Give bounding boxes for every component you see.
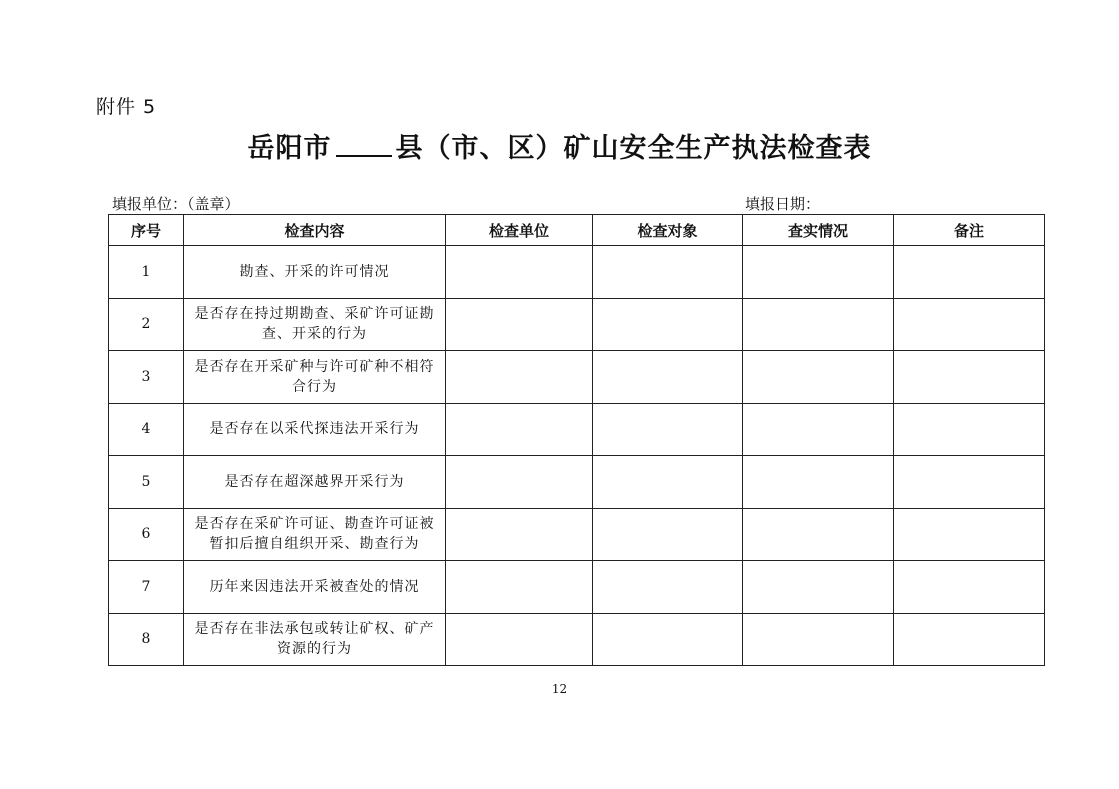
row-content: 是否存在以采代探违法开采行为: [184, 403, 446, 456]
row-findings-cell[interactable]: [743, 508, 894, 561]
row-findings-cell[interactable]: [743, 246, 894, 299]
row-content: 勘查、开采的许可情况: [184, 246, 446, 299]
table-row: [109, 508, 1045, 561]
row-target-cell[interactable]: [593, 508, 743, 561]
row-remarks-cell[interactable]: [894, 456, 1045, 509]
page-number: 12: [551, 682, 568, 696]
row-content: 是否存在开采矿种与许可矿种不相符合行为: [184, 351, 446, 404]
header-remarks: 备注: [894, 215, 1045, 246]
row-seq: 7: [109, 561, 184, 614]
row-seq: 5: [109, 456, 184, 509]
header-findings: 查实情况: [743, 215, 894, 246]
row-findings-cell[interactable]: [743, 298, 894, 351]
row-unit-cell[interactable]: [446, 561, 593, 614]
inspection-table: [108, 214, 1045, 666]
row-remarks-cell[interactable]: [894, 246, 1045, 299]
row-remarks-cell[interactable]: [894, 403, 1045, 456]
row-seq: 8: [109, 613, 184, 666]
row-findings-cell[interactable]: [743, 456, 894, 509]
header-unit: 检查单位: [446, 215, 593, 246]
row-seq: 6: [109, 508, 184, 561]
document-title: [0, 126, 1119, 165]
row-remarks-cell[interactable]: [894, 508, 1045, 561]
row-seq: 3: [109, 351, 184, 404]
row-seq: 2: [109, 298, 184, 351]
row-findings-cell[interactable]: [743, 561, 894, 614]
row-unit-cell[interactable]: [446, 613, 593, 666]
row-target-cell[interactable]: [593, 456, 743, 509]
row-findings-cell[interactable]: [743, 613, 894, 666]
table-row: [109, 298, 1045, 351]
fill-unit-label: 填报单位：（盖章）: [112, 195, 240, 213]
row-unit-cell[interactable]: [446, 403, 593, 456]
row-target-cell[interactable]: [593, 298, 743, 351]
row-unit-cell[interactable]: [446, 351, 593, 404]
title-prefix: 岳阳市: [247, 133, 332, 164]
row-target-cell[interactable]: [593, 403, 743, 456]
row-remarks-cell[interactable]: [894, 561, 1045, 614]
row-target-cell[interactable]: [593, 613, 743, 666]
row-unit-cell[interactable]: [446, 456, 593, 509]
row-target-cell[interactable]: [593, 351, 743, 404]
row-findings-cell[interactable]: [743, 351, 894, 404]
header-target: 检查对象: [593, 215, 743, 246]
row-unit-cell[interactable]: [446, 298, 593, 351]
row-findings-cell[interactable]: [743, 403, 894, 456]
header-content: 检查内容: [184, 215, 446, 246]
fill-date-label: 填报日期：: [745, 195, 821, 213]
row-content: 是否存在采矿许可证、勘查许可证被暂扣后擅自组织开采、勘查行为: [184, 508, 446, 561]
row-content: 是否存在超深越界开采行为: [184, 456, 446, 509]
table-row: [109, 561, 1045, 614]
row-remarks-cell[interactable]: [894, 298, 1045, 351]
table-row: [109, 456, 1045, 509]
table-row: [109, 351, 1045, 404]
row-content: 是否存在非法承包或转让矿权、矿产资源的行为: [184, 613, 446, 666]
row-seq: 4: [109, 403, 184, 456]
table-row: [109, 246, 1045, 299]
attachment-label: 附件 5: [96, 96, 157, 118]
title-suffix: 县（市、区）矿山安全生产执法检查表: [395, 133, 872, 164]
row-target-cell[interactable]: [593, 561, 743, 614]
table-row: [109, 613, 1045, 666]
row-seq: 1: [109, 246, 184, 299]
row-remarks-cell[interactable]: [894, 613, 1045, 666]
row-content: 是否存在持过期勘查、采矿许可证勘查、开采的行为: [184, 298, 446, 351]
header-seq: 序号: [109, 215, 184, 246]
table-header-row: [109, 215, 1045, 246]
row-target-cell[interactable]: [593, 246, 743, 299]
title-blank-line: [336, 133, 392, 157]
row-unit-cell[interactable]: [446, 246, 593, 299]
table-row: [109, 403, 1045, 456]
row-content: 历年来因违法开采被查处的情况: [184, 561, 446, 614]
row-unit-cell[interactable]: [446, 508, 593, 561]
row-remarks-cell[interactable]: [894, 351, 1045, 404]
